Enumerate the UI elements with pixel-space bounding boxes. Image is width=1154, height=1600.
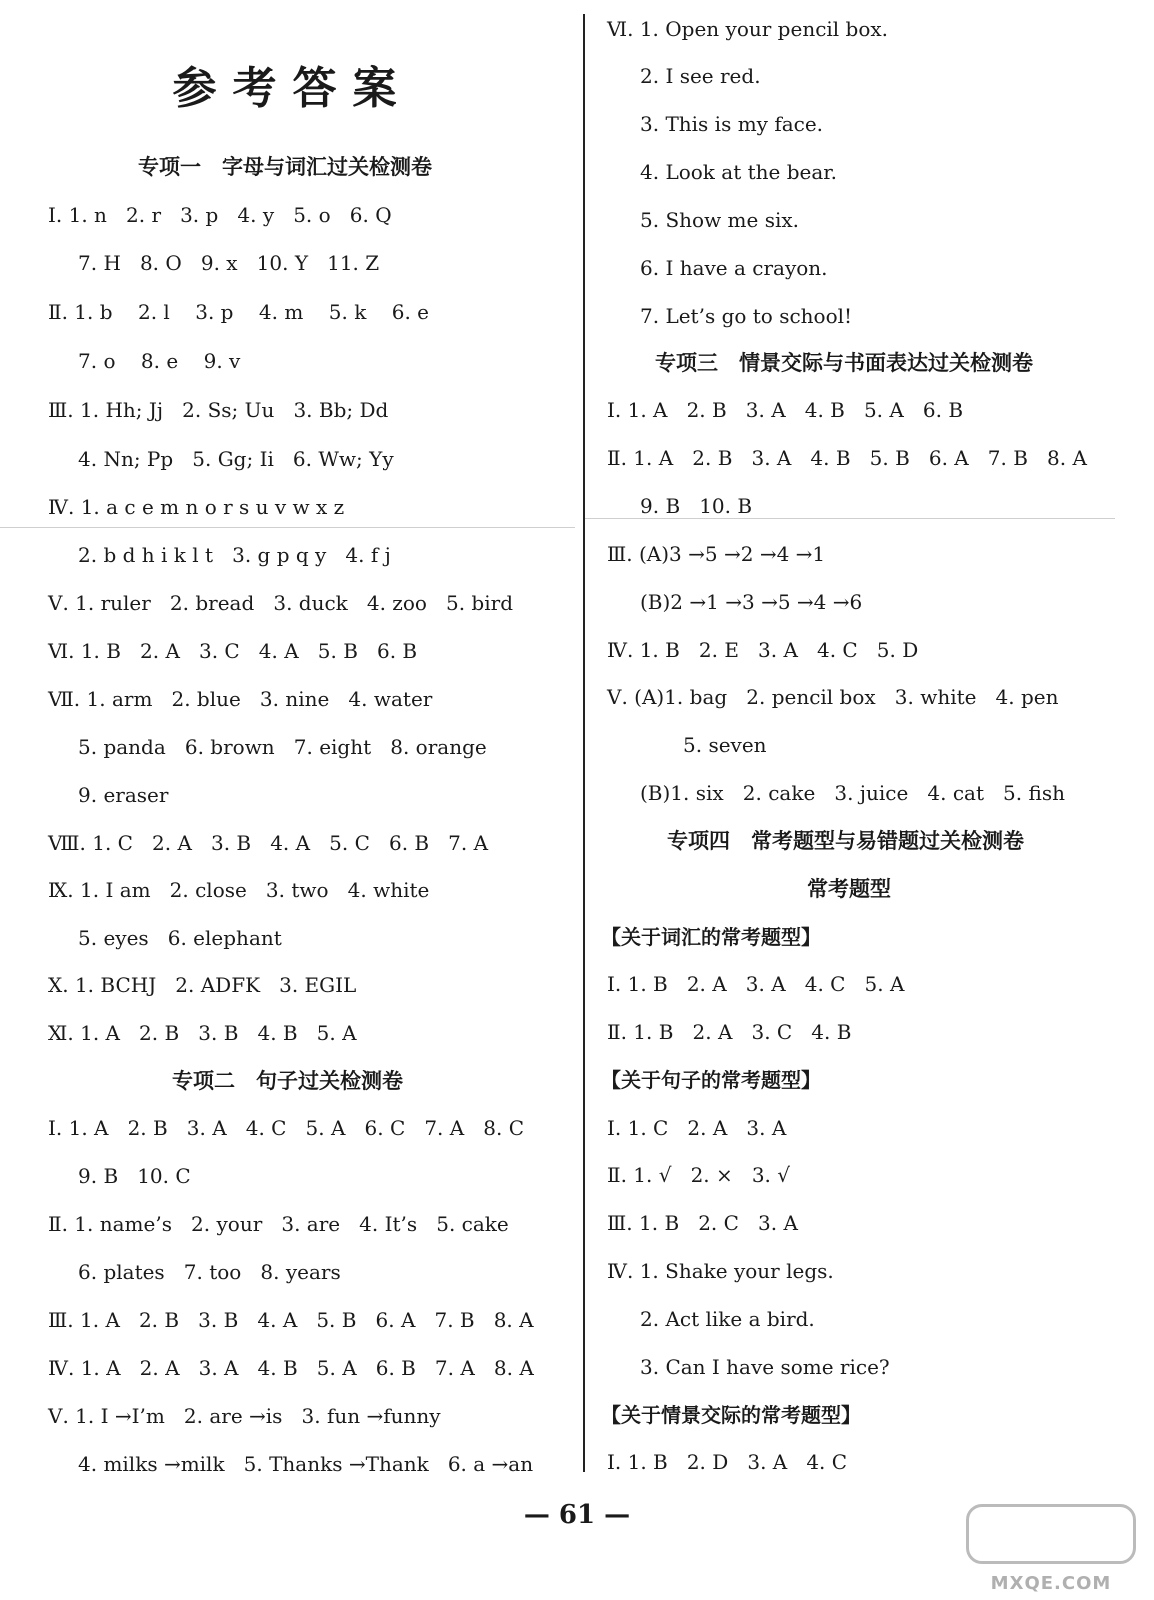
answer-line: 6. I have a crayon. <box>640 256 828 280</box>
answer-line: Ⅱ. 1. √ 2. × 3. √ <box>607 1163 791 1187</box>
answer-line: Ⅴ. (A)1. bag 2. pencil box 3. white 4. pen <box>607 685 1059 709</box>
answer-line: Ⅷ. 1. C 2. A 3. B 4. A 5. C 6. B 7. A <box>48 831 489 855</box>
page-title: 参考答案 <box>172 63 413 114</box>
page-number: — 61 — <box>523 1500 631 1530</box>
answer-line: Ⅲ. 1. A 2. B 3. B 4. A 5. B 6. A 7. B 8. A <box>48 1308 534 1332</box>
answer-line: Ⅲ. 1. Hh; Jj 2. Ss; Uu 3. Bb; Dd <box>48 398 389 422</box>
answer-line: 2. I see red. <box>640 64 761 88</box>
answer-line: 5. panda 6. brown 7. eight 8. orange <box>78 735 487 759</box>
answer-line: Ⅰ. 1. C 2. A 3. A <box>607 1116 787 1140</box>
answer-line: Ⅳ. 1. B 2. E 3. A 4. C 5. D <box>607 638 919 662</box>
answer-line: Ⅰ. 1. n 2. r 3. p 4. y 5. o 6. Q <box>48 203 392 227</box>
answer-line: Ⅱ. 1. b 2. l 3. p 4. m 5. k 6. e <box>48 300 430 324</box>
answer-line: Ⅲ. 1. B 2. C 3. A <box>607 1211 798 1235</box>
answer-line: 7. Let’s go to school! <box>640 304 853 328</box>
section-heading-2: 专项二 句子过关检测卷 <box>172 1069 403 1093</box>
answer-line: Ⅹ. 1. BCHJ 2. ADFK 3. EGIL <box>48 973 357 997</box>
section-subheading: 常考题型 <box>807 877 891 901</box>
answer-line: Ⅴ. 1. ruler 2. bread 3. duck 4. zoo 5. bird <box>48 591 513 615</box>
topic-label: 【关于句子的常考题型】 <box>601 1068 821 1092</box>
answer-line: (B)1. six 2. cake 3. juice 4. cat 5. fish <box>640 781 1065 805</box>
answer-line: Ⅱ. 1. B 2. A 3. C 4. B <box>607 1020 852 1044</box>
answer-line: 6. plates 7. too 8. years <box>78 1260 341 1284</box>
answer-line: 5. seven <box>683 733 767 757</box>
watermark-badge <box>966 1504 1136 1564</box>
answer-line: Ⅰ. 1. A 2. B 3. A 4. B 5. A 6. B <box>607 398 964 422</box>
answer-line: 9. B 10. B <box>640 494 753 518</box>
answer-line: Ⅱ. 1. name’s 2. your 3. are 4. It’s 5. cake <box>48 1212 509 1236</box>
answer-line: 7. o 8. e 9. v <box>78 349 241 373</box>
answer-line: 2. b d h i k l t 3. g p q y 4. f j <box>78 543 391 567</box>
answer-line: Ⅳ. 1. A 2. A 3. A 4. B 5. A 6. B 7. A 8. A <box>48 1356 534 1380</box>
answer-line: Ⅶ. 1. arm 2. blue 3. nine 4. water <box>48 687 433 711</box>
answer-line: 9. eraser <box>78 783 169 807</box>
answer-line: Ⅸ. 1. I am 2. close 3. two 4. white <box>48 878 430 902</box>
answer-line: Ⅵ. 1. Open your pencil box. <box>607 17 889 41</box>
answer-line: (B)2 →1 →3 →5 →4 →6 <box>640 590 863 614</box>
answer-line: 5. eyes 6. elephant <box>78 926 282 950</box>
answer-line: 2. Act like a bird. <box>640 1307 815 1331</box>
answer-line: 3. Can I have some rice? <box>640 1355 890 1379</box>
watermark-text: MXQE.COM <box>990 1573 1112 1594</box>
answer-line: Ⅱ. 1. A 2. B 3. A 4. B 5. B 6. A 7. B 8. A <box>607 446 1087 470</box>
answer-line: Ⅳ. 1. Shake your legs. <box>607 1259 834 1283</box>
section-heading-1: 专项一 字母与词汇过关检测卷 <box>138 155 432 179</box>
answer-line: 4. milks →milk 5. Thanks →Thank 6. a →an <box>78 1452 534 1476</box>
answer-line: 4. Nn; Pp 5. Gg; Ii 6. Ww; Yy <box>78 447 394 471</box>
fold-line-left <box>0 527 575 528</box>
watermark-logo <box>966 1504 1136 1594</box>
topic-label: 【关于情景交际的常考题型】 <box>601 1403 861 1427</box>
answer-line: Ⅺ. 1. A 2. B 3. B 4. B 5. A <box>48 1021 357 1045</box>
answer-line: Ⅳ. 1. a c e m n o r s u v w x z <box>48 495 345 519</box>
answer-line: 4. Look at the bear. <box>640 160 837 184</box>
answer-line: Ⅴ. 1. I →I’m 2. are →is 3. fun →funny <box>48 1404 441 1428</box>
column-divider <box>583 14 585 1472</box>
answer-line: 5. Show me six. <box>640 208 799 232</box>
answer-line: Ⅰ. 1. B 2. D 3. A 4. C <box>607 1450 848 1474</box>
answer-line: Ⅰ. 1. A 2. B 3. A 4. C 5. A 6. C 7. A 8. C <box>48 1116 525 1140</box>
section-heading-3: 专项三 情景交际与书面表达过关检测卷 <box>655 351 1033 375</box>
answer-line: 7. H 8. O 9. x 10. Y 11. Z <box>78 251 380 275</box>
section-heading-4: 专项四 常考题型与易错题过关检测卷 <box>667 829 1024 853</box>
answer-line: Ⅲ. (A)3 →5 →2 →4 →1 <box>607 542 826 566</box>
answer-line: 3. This is my face. <box>640 112 824 136</box>
topic-label: 【关于词汇的常考题型】 <box>601 925 821 949</box>
answer-line: 9. B 10. C <box>78 1164 191 1188</box>
answer-line: Ⅵ. 1. B 2. A 3. C 4. A 5. B 6. B <box>48 639 418 663</box>
answer-line: Ⅰ. 1. B 2. A 3. A 4. C 5. A <box>607 972 905 996</box>
